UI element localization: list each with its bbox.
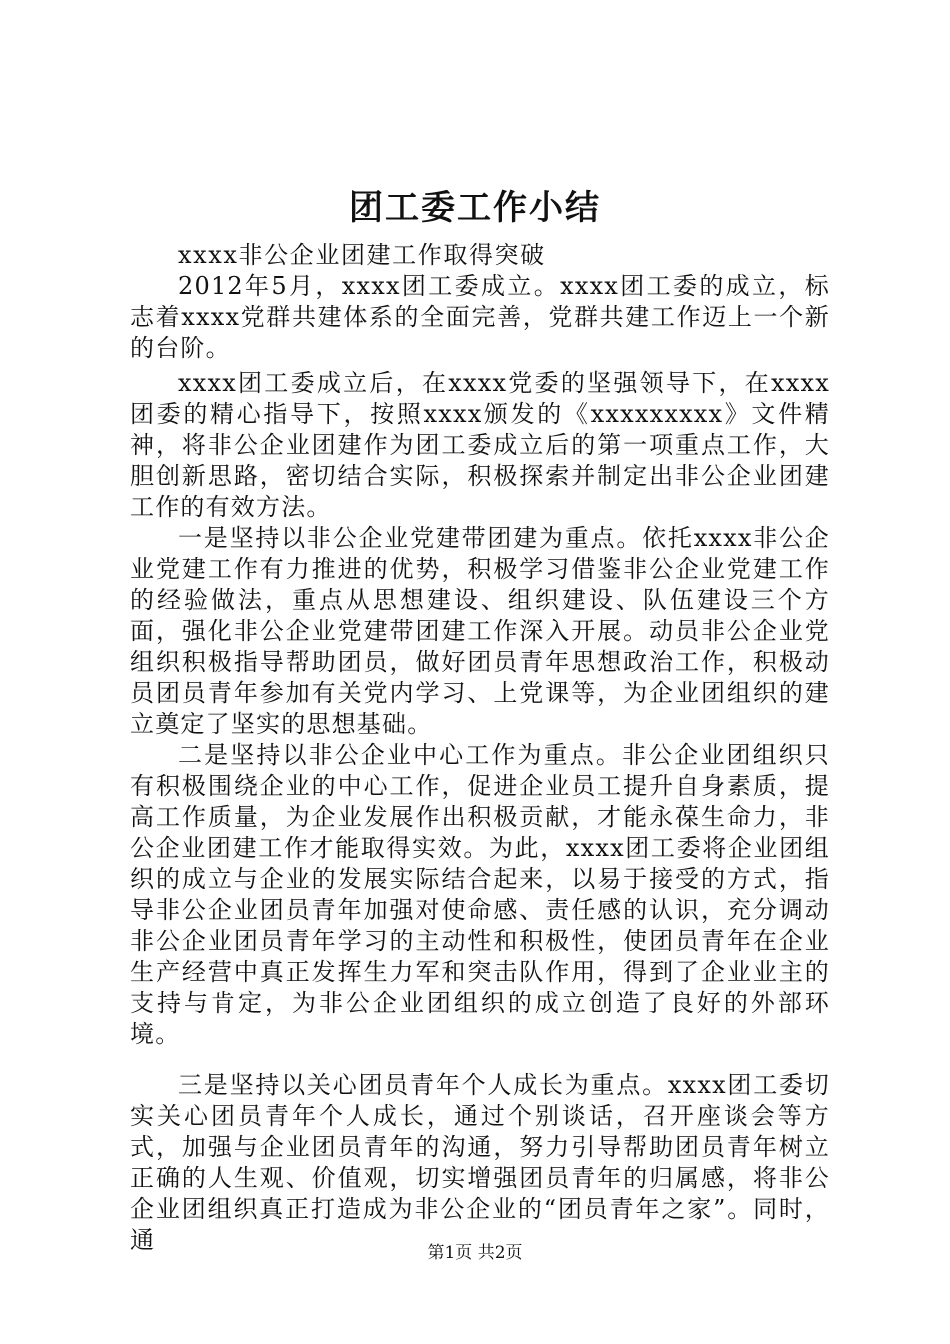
document-title: 团工委工作小结 (349, 188, 601, 228)
page-number: 第1页 共2页 (427, 1243, 523, 1263)
section-heading: xxxx非公企业团建工作取得突破 (178, 241, 546, 269)
paragraph-point-one: 一是坚持以非公企业党建带团建为重点。依托xxxx非公企业党建工作有力推进的优势，积极学习借鉴非公企业党建工作的经验做法，重点从思想建设、组织建设、队伍建设三个方面，强化非公企业党建带团建工作深入开展。动员非公企业党组织积极指导帮助团员，做好团员青年思想政治工作，积极动员团员青年参加有关党内学习、上党课等，为企业团组织的建立奠定了坚实的思想基础。 (130, 524, 830, 738)
paragraph-point-two: 二是坚持以非公企业中心工作为重点。非公企业团组织只有积极围绕企业的中心工作，促进企业员工提升自身素质，提高工作质量，为企业发展作出积极贡献，才能永葆生命力，非公企业团建工作才能取得实效。为此，xxxx团工委将企业团组织的成立与企业的发展实际结合起来，以易于接受的方式，指导非公企业团员青年加强对使命感、责任感的认识，充分调动非公企业团员青年学习的主动性和积极性，使团员青年在企业生产经营中真正发挥生力军和突击队作用，得到了企业业主的支持与肯定，为非公企业团组织的成立创造了良好的外部环境。 (130, 741, 830, 1048)
paragraph-point-three: 三是坚持以关心团员青年个人成长为重点。xxxx团工委切实关心团员青年个人成长，通过个别谈话，召开座谈会等方式，加强与企业团员青年的沟通，努力引导帮助团员青年树立正确的人生观、价值观，切实增强团员青年的归属感，将非公企业团组织真正打造成为非公企业的“团员青年之家”。同时，通 (130, 1071, 830, 1254)
document-body (130, 240, 830, 1256)
paragraph-intro: 2012年5月，xxxx团工委成立。xxxx团工委的成立，标志着xxxx党群共建体系的全面完善，党群共建工作迈上一个新的台阶。 (130, 272, 830, 362)
paragraph-overview: xxxx团工委成立后，在xxxx党委的坚强领导下，在xxxx团委的精心指导下，按照xxxx颁发的《xxxxxxxxx》文件精神，将非公企业团建作为团工委成立后的第一项重点工作，大胆创新思路，密切结合实际，积极探索并制定出非公企业团建工作的有效方法。 (130, 369, 830, 521)
